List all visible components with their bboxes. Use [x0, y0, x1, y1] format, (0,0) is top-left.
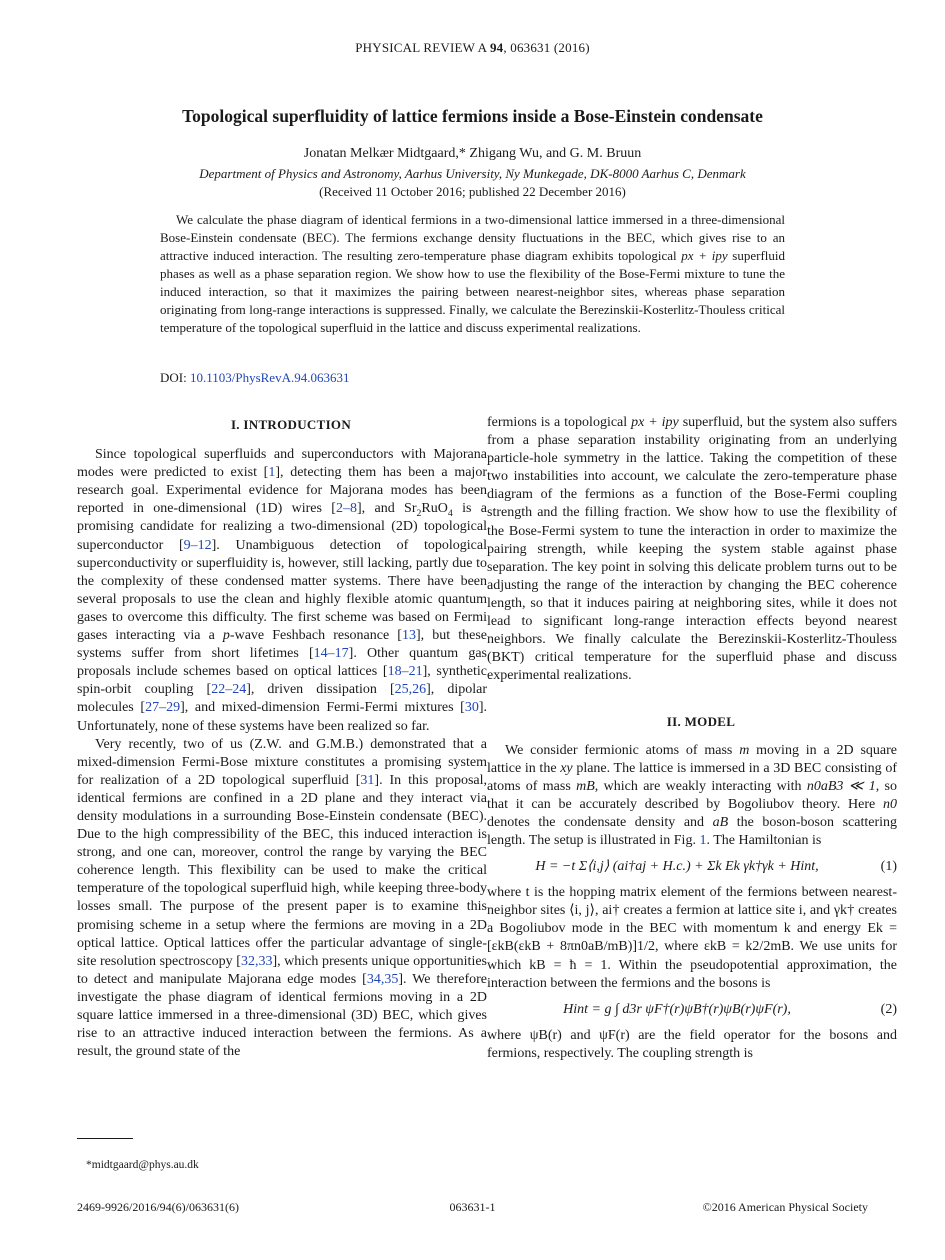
citation[interactable]: 31: [360, 772, 375, 788]
equation-1-formula: H = −t Σ⟨i,j⟩ (ai†aj + H.c.) + Σk Ek γk†γk + Hint,: [535, 859, 819, 875]
citation[interactable]: 1: [268, 465, 276, 481]
affiliation: Department of Physics and Astronomy, Aarhus University, Ny Munkegade, DK-8000 Aarhus C, Denmark: [199, 166, 746, 181]
footer-issn: 2469-9926/2016/94(6)/063631(6): [77, 1200, 239, 1214]
article-number-year: , 063631 (2016): [503, 40, 590, 55]
citation[interactable]: 18–21: [387, 664, 423, 680]
intro-paragraph-2: Very recently, two of us (Z.W. and G.M.B.) demonstrated that a mixed-dimension Fermi-Bose mixture constitutes a promising system for realization of a 2D topological superfluid [31]. In this proposal, identical fermions are confined in a 2D plane and they interact via density modulations in a surrounding Bose-Einstein condensate (BEC). Due to the high compressibility of the BEC, this induced interaction is strong, and one can, moreover, control the range by varying the BEC coherence length. This flexibility can be used to make the critical temperature of the topological superfluid high, while keeping three-body losses small. The purpose of the present paper is to examine this promising scheme in a setup where the fermions are moving in a 2D optical lattice. Optical lattices offer the particular advantage of single-site resolution spectroscopy [32,33], which presents unique opportunities to detect and manipulate Majorana edge modes [34,35]. We therefore investigate the phase diagram of identical fermions moving in a 2D square lattice immersed in a three-dimensional (3D) BEC, which gives rise to an attractive induced interaction between the fermions. As a result, the ground state of the: [77, 736, 488, 1060]
journal-volume: 94: [489, 40, 504, 55]
left-column: [77, 416, 487, 1061]
equation-1: [487, 858, 897, 876]
citation[interactable]: 2–8: [335, 501, 357, 517]
right-column: [487, 414, 897, 1063]
doi-link[interactable]: 10.1103/PhysRevA.94.063631: [189, 370, 350, 385]
received-date: (Received 11 October 2016; published 22 December 2016): [319, 184, 626, 199]
footnote-rule: [77, 1138, 133, 1139]
abstract-part-2: superfluid phases as well as a phase separation region. We show how to use the flexibility of the Bose-Fermi mixture to tune the induced interaction, so that it maximizes the pairing between nearest-neighbor sites, whereas phase separation originating from long-range interactions is suppressed. Finally, we calculate the Berezinskii-Kosterlitz-Thouless critical temperature of the topological superfluid in the lattice and discuss experimental realizations.: [160, 248, 785, 335]
footnote-email: *midtgaard@phys.au.dk: [86, 1159, 199, 1171]
section-heading-introduction: I. INTRODUCTION: [230, 417, 352, 432]
equation-2-number: (2): [880, 1001, 897, 1017]
citation[interactable]: 13: [401, 628, 416, 644]
citation[interactable]: 9–12: [183, 537, 212, 553]
citation[interactable]: 32,33: [240, 953, 273, 969]
abstract: [160, 211, 785, 337]
doi-line: [160, 370, 349, 386]
author-list: Jonatan Melkær Midtgaard,* Zhigang Wu, and G. M. Bruun: [303, 146, 642, 161]
journal-header: [0, 40, 945, 56]
paragraph-after-eq2: where ψB(r) and ψF(r) are the field operator for the bosons and fermions, respectively. The coupling strength is: [487, 1027, 897, 1061]
footer-page-number: 063631-1: [449, 1200, 496, 1214]
model-paragraph: We consider fermionic atoms of mass m moving in a 2D square lattice in the xy plane. The lattice is immersed in a 3D BEC consisting of atoms of mass mB, which are weakly interacting with n0aB3 ≪ 1, so that it can be accurately described by Bogoliubov theory. Here n0 denotes the condensate density and aB the boson-boson scattering length. The setup is illustrated in Fig. 1. The Hamiltonian is: [487, 742, 898, 848]
abstract-math: px + ipy: [681, 248, 728, 263]
doi-label: DOI:: [160, 370, 187, 385]
paper-title: Topological superfluidity of lattice fermions inside a Bose-Einstein condensate: [182, 106, 763, 126]
citation[interactable]: 22–24: [211, 682, 247, 698]
section-heading-model: II. MODEL: [666, 714, 736, 730]
citation[interactable]: 34,35: [366, 971, 399, 987]
citation[interactable]: 27–29: [145, 700, 181, 716]
figure-link[interactable]: 1: [699, 832, 707, 848]
citation[interactable]: 30: [464, 700, 479, 716]
citation[interactable]: 25,26: [394, 682, 427, 698]
equation-1-number: (1): [880, 859, 897, 875]
abstract-part-1: We calculate the phase diagram of identical fermions in a two-dimensional lattice immersed in a three-dimensional Bose-Einstein condensate (BEC). The fermions exchange density fluctuations in the BEC, which gives rise to an attractive induced interaction. The resulting zero-temperature phase diagram exhibits topological: [160, 212, 785, 263]
paragraph-after-eq1: where t is the hopping matrix element of the fermions between nearest-neighbor sites ⟨i, j⟩, ai† creates a fermion at lattice site i, and γk† creates a Bogoliubov mode in the BEC with momentum k and energy Ek = [εkB(εkB + 8πn0aB/mB)]1/2, where εkB = k2/2mB. We use units for which kB = ħ = 1. Within the pseudopotential approximation, the interaction between the fermions and the bosons is: [487, 885, 897, 991]
equation-2: [487, 1001, 897, 1019]
equation-2-formula: Hint = g ∫ d3r ψF†(r)ψB†(r)ψB(r)ψF(r),: [563, 1001, 791, 1017]
intro-paragraph-continued: fermions is a topological px + ipy superfluid, but the system also suffers from a phase separation instability originating from an underlying particle-hole symmetry in the lattice. Taking the competition of these two instabilities into account, we calculate the zero-temperature phase diagram of the fermions as a function of the Bose-Fermi coupling strength and the filling fraction. We show how to use the flexibility of the Bose-Fermi system to tune the interaction in order to maximize the pairing strength, while keeping the system stable against phase separation. The key point in solving this delicate problem turns out to be adjusting the range of the interaction by changing the BEC coherence length, so that it induces pairing at neighboring sites, while it does not lead to significant long-range interaction effects beyond nearest neighbors. We finally calculate the Berezinskii-Kosterlitz-Thouless (BKT) critical temperature for the superfluid phase and discuss experimental realizations.: [487, 415, 898, 684]
journal-name: PHYSICAL REVIEW A: [355, 40, 487, 55]
citation[interactable]: 14–17: [313, 646, 349, 662]
intro-paragraph-1: Since topological superfluids and superconductors with Majorana modes were predicted to exist [1], detecting them has been a major research goal. Experimental evidence for Majorana modes has been reported in one-dimensional (1D) wires [2–8], and $Sr_2RuO_4$ is a promising candidate for realizing a two-dimensional (2D) topological superconductor [9–12]. Unambiguous detection of topological superconductivity or superfluidity is, however, still lacking, partly due to the complexity of these condensed matter systems. There have been several proposals to use the clean and highly flexible atomic quantum gases to overcome this difficulty. The first scheme was based on Fermi gases interacting via a p-wave Feshbach resonance [13], but these systems suffer from short lifetimes [14–17]. Other quantum gas proposals include schemes based on optical lattices [18–21], synthetic spin-orbit coupling [22–24], driven dissipation [25,26], dipolar molecules [27–29], and mixed-dimension Fermi-Fermi mixtures [30]. Unfortunately, none of these systems have been realized so far.: [77, 447, 488, 734]
footer-copyright: ©2016 American Physical Society: [702, 1200, 868, 1214]
